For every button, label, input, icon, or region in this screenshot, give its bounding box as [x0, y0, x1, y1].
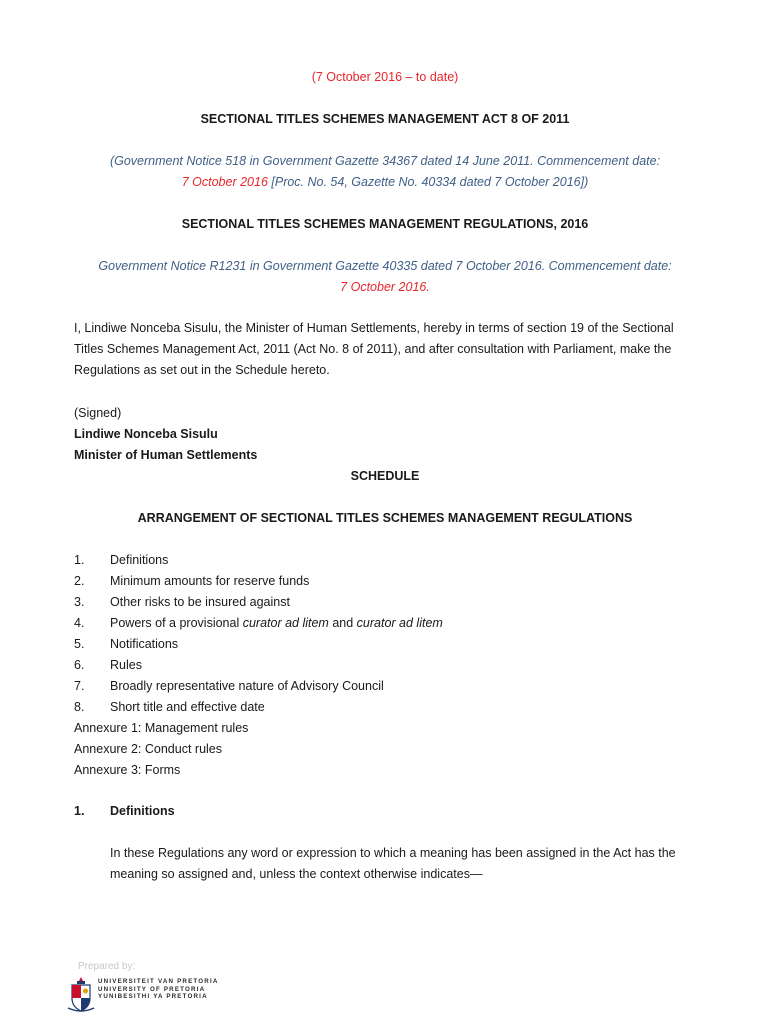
- item-number: 7.: [74, 679, 85, 693]
- item-text-italic: curator ad litem: [242, 616, 329, 630]
- list-item: [74, 636, 714, 657]
- section-number: 1.: [74, 804, 85, 818]
- minister-position: Minister of Human Settlements: [74, 448, 258, 462]
- crest-icon: [66, 974, 96, 1014]
- item-number: 6.: [74, 658, 85, 672]
- section-title: Definitions: [110, 804, 175, 818]
- schedule-heading: SCHEDULE: [350, 469, 420, 483]
- item-number: 8.: [74, 700, 85, 714]
- university-logo: [66, 974, 219, 1014]
- act-notice: [0, 153, 770, 169]
- item-text: and: [328, 616, 357, 630]
- list-item: [74, 615, 714, 636]
- logo-line: UNIVERSITEIT VAN PRETORIA: [98, 978, 219, 985]
- list-item: [74, 552, 714, 573]
- arrangement-list: [74, 552, 714, 783]
- act-commencement: [0, 174, 770, 190]
- section-heading: [74, 803, 175, 819]
- list-item: [74, 594, 714, 615]
- regulations-notice: Government Notice R1231 in Government Gazette 40335 dated 7 October 2016. Commencement date:: [98, 259, 672, 273]
- regulations-commencement: 7 October 2016.: [340, 280, 430, 294]
- item-number: 5.: [74, 637, 85, 651]
- item-text-italic: curator ad litem: [356, 616, 443, 630]
- list-item: [74, 699, 714, 720]
- minister-name: Lindiwe Nonceba Sisulu: [74, 427, 218, 441]
- annexure-item: Annexure 1: Management rules: [74, 721, 249, 735]
- list-item: [74, 678, 714, 699]
- arrangement-heading: ARRANGEMENT OF SECTIONAL TITLES SCHEMES MANAGEMENT REGULATIONS: [137, 511, 633, 525]
- act-notice-text: (Government Notice 518 in Government Gazette 34367 dated 14 June 2011. Commencement date:: [109, 154, 661, 168]
- regulations-title: SECTIONAL TITLES SCHEMES MANAGEMENT REGULATIONS, 2016: [181, 217, 589, 231]
- logo-line: UNIVERSITY OF PRETORIA: [98, 985, 206, 993]
- logo-text: [98, 978, 219, 1001]
- item-text: Definitions: [110, 553, 169, 567]
- item-text: Minimum amounts for reserve funds: [110, 574, 310, 588]
- signed-label: (Signed): [74, 406, 122, 420]
- item-number: 1.: [74, 553, 85, 567]
- act-title: SECTIONAL TITLES SCHEMES MANAGEMENT ACT 8 OF 2011: [200, 112, 570, 126]
- item-text: Broadly representative nature of Advisory Council: [110, 679, 384, 693]
- item-text: Other risks to be insured against: [110, 595, 290, 609]
- item-number: 2.: [74, 574, 85, 588]
- item-text: Rules: [110, 658, 142, 672]
- item-number: 4.: [74, 616, 85, 630]
- item-text: Notifications: [110, 637, 179, 651]
- act-proclamation: [Proc. No. 54, Gazette No. 40334 dated 7 October 2016]): [267, 175, 589, 189]
- prepared-by-label: Prepared by:: [78, 961, 136, 972]
- item-number: 3.: [74, 595, 85, 609]
- intro-paragraph: I, Lindiwe Nonceba Sisulu, the Minister of Human Settlements, hereby in terms of section 19 of the Sectional Titles Schemes Management Act, 2011 (Act No. 8 of 2011), and after consultation with Parliament, make the Regulations as set out in the Schedule hereto.: [74, 321, 674, 377]
- item-text: Short title and effective date: [110, 700, 265, 714]
- annexure-item: Annexure 3: Forms: [74, 763, 181, 777]
- item-text: Powers of a provisional: [110, 616, 243, 630]
- definitions-paragraph: In these Regulations any word or expression to which a meaning has been assigned in the Act has the meaning so assigned and, unless the context otherwise indicates—: [110, 846, 676, 881]
- logo-line: YUNIBESITHI YA PRETORIA: [98, 993, 208, 1001]
- date-range: (7 October 2016 – to date): [311, 70, 459, 84]
- act-commencement-date: 7 October 2016: [181, 175, 268, 189]
- list-item: [74, 657, 714, 678]
- list-item: [74, 573, 714, 594]
- annexure-item: Annexure 2: Conduct rules: [74, 742, 223, 756]
